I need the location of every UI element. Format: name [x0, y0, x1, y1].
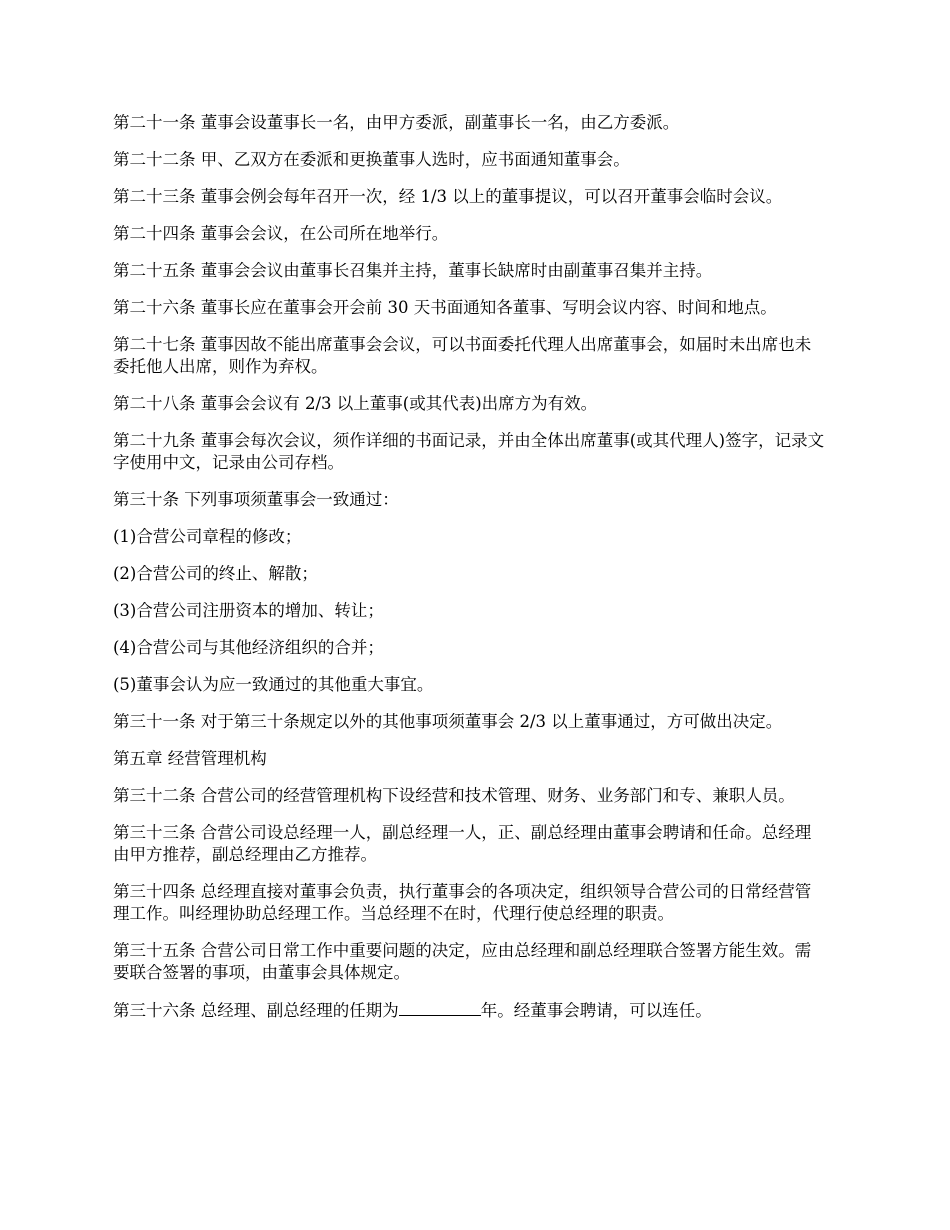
- article-31: 第三十一条 对于第三十条规定以外的其他事项须董事会 2/3 以上董事通过，方可做出决定。: [113, 712, 783, 731]
- article-21: 第二十一条 董事会设董事长一名，由甲方委派，副董事长一名，由乙方委派。: [113, 113, 680, 132]
- article-25: 第二十五条 董事会会议由董事长召集并主持，董事长缺席时由副董事召集并主持。: [113, 261, 713, 280]
- article-30-item-2: (2)合营公司的终止、解散；: [113, 564, 318, 583]
- article-30-item-5: (5)董事会认为应一致通过的其他重大事宜。: [113, 675, 434, 694]
- article-22: 第二十二条 甲、乙双方在委派和更换董事人选时，应书面通知董事会。: [113, 150, 630, 169]
- article-29: 第二十九条 董事会每次会议，须作详细的书面记录，并由全体出席董事(或其代理人)签字，记录文字使用中文，记录由公司存档。: [113, 431, 825, 472]
- article-27: 第二十七条 董事因故不能出席董事会会议，可以书面委托代理人出席董事会，如届时未出席也未委托他人出席，则作为弃权。: [113, 335, 812, 376]
- article-36: [113, 999, 853, 1022]
- article-35: 第三十五条 合营公司日常工作中重要问题的决定，应由总经理和副总经理联合签署方能生效。需要联合签署的事项，由董事会具体规定。: [113, 941, 812, 982]
- chapter-5-heading: 第五章 经营管理机构: [113, 749, 267, 768]
- document-body: [113, 112, 853, 1037]
- article-30-item-4: (4)合营公司与其他经济组织的合并；: [113, 638, 384, 657]
- article-32: 第三十二条 合营公司的经营管理机构下设经营和技术管理、财务、业务部门和专、兼职人员。: [113, 786, 795, 805]
- article-36-text-before: 第三十六条 总经理、副总经理的任期为: [113, 1001, 399, 1020]
- article-34: 第三十四条 总经理直接对董事会负责，执行董事会的各项决定，组织领导合营公司的日常经营管理工作。叫经理协助总经理工作。当总经理不在时，代理行使总经理的职责。: [113, 882, 812, 923]
- article-33: 第三十三条 合营公司设总经理一人，副总经理一人，正、副总经理由董事会聘请和任命。总经理由甲方推荐，副总经理由乙方推荐。: [113, 823, 812, 864]
- article-30-item-3: (3)合营公司注册资本的增加、转让；: [113, 601, 384, 620]
- article-23: 第二十三条 董事会例会每年召开一次，经 1/3 以上的董事提议，可以召开董事会临时会议。: [113, 187, 783, 206]
- article-24: 第二十四条 董事会会议，在公司所在地举行。: [113, 224, 449, 243]
- article-30-item-1: (1)合营公司章程的修改；: [113, 527, 302, 546]
- article-26: 第二十六条 董事长应在董事会开会前 30 天书面通知各董事、写明会议内容、时间和地点。: [113, 298, 777, 317]
- article-30: 第三十条 下列事项须董事会一致通过：: [113, 490, 399, 509]
- article-36-text-after: 年。经董事会聘请，可以连任。: [480, 1001, 712, 1020]
- term-blank-line: [399, 999, 481, 1016]
- article-28: 第二十八条 董事会会议有 2/3 以上董事(或其代表)出席方为有效。: [113, 394, 598, 413]
